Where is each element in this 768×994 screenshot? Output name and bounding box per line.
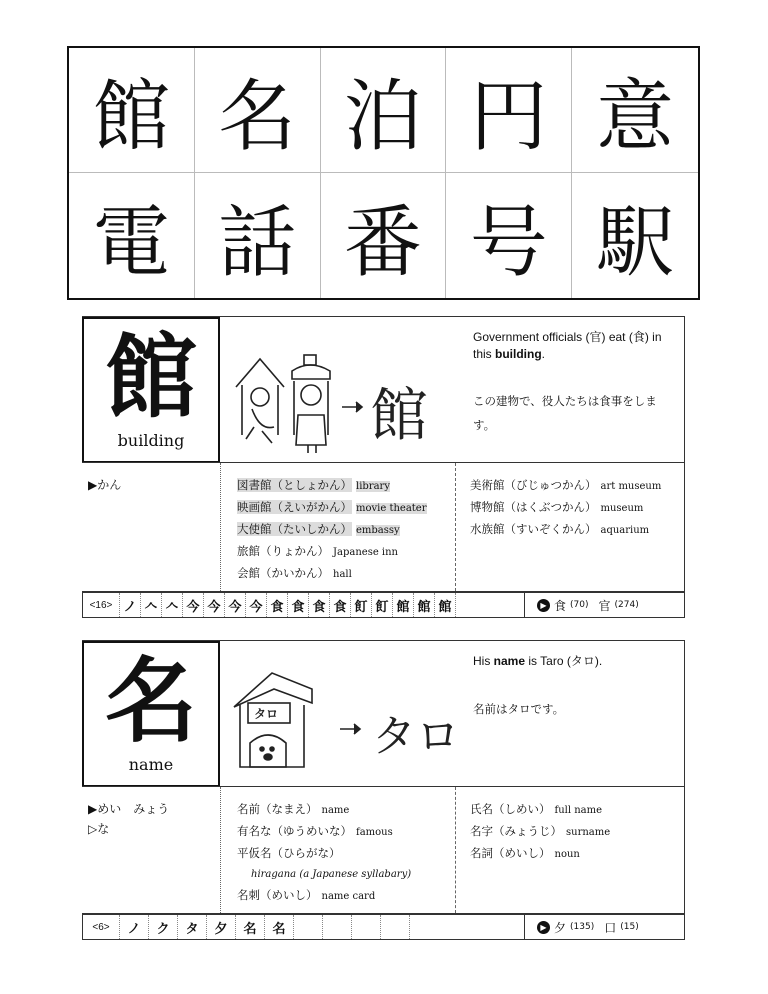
- mnemonic-english: [473, 329, 678, 363]
- stroke-step: 𠆢: [161, 593, 182, 617]
- reading: ▷な: [88, 822, 110, 836]
- vocab-item: 美術館（びじゅつかん） art museum: [470, 478, 662, 492]
- related-kanji-char: 官: [598, 598, 611, 613]
- reading: ▶めい みょう: [88, 802, 170, 816]
- kanji-box: [82, 317, 220, 463]
- vocab-list-left: [237, 475, 427, 585]
- practice-grid: [67, 46, 700, 300]
- vocab-item: 旅館（りょかん） Japanese inn: [237, 544, 398, 558]
- kanji-meaning: building: [117, 431, 185, 450]
- vocab-item: 名刺（めいし） name card: [237, 888, 376, 902]
- related-kanji-char: 口: [604, 920, 617, 935]
- stroke-order-row: [82, 592, 685, 618]
- vocab-item: 会館（かいかん） hall: [237, 566, 352, 580]
- mnemonic-illustration: [232, 659, 462, 777]
- grid-kanji: 意: [572, 48, 698, 173]
- mnemonic-english: [473, 653, 678, 670]
- stroke-step: 名: [264, 915, 293, 939]
- stroke-step: 夕: [206, 915, 235, 939]
- stroke-step: ノ: [119, 593, 140, 617]
- related-kanji-char: 夕: [554, 920, 567, 935]
- vocab-list-right: [470, 799, 610, 865]
- kanji-box: [82, 641, 220, 787]
- stroke-count: <16>: [89, 599, 113, 611]
- stroke-step: 館: [434, 593, 455, 617]
- related-kanji-number: (135): [570, 922, 595, 932]
- kanji-character: 名: [104, 647, 197, 755]
- stroke-step: 名: [235, 915, 264, 939]
- grid-kanji: 泊: [321, 48, 447, 173]
- mnemonic-chars: タロ: [372, 711, 460, 762]
- grid-kanji: 番: [321, 173, 447, 298]
- vocab-section: [82, 462, 685, 592]
- stroke-step: 飣: [350, 593, 371, 617]
- stroke-step: 今: [245, 593, 266, 617]
- stroke-step: 食: [266, 593, 287, 617]
- vocab-item: 名詞（めいし） noun: [470, 846, 580, 860]
- stroke-step: 食: [308, 593, 329, 617]
- stroke-step: タ: [177, 915, 206, 939]
- mnemonic-japanese: この建物で、役人たちは食事をします。: [473, 394, 657, 432]
- vocab-item: 大使館（たいしかん） embassy: [237, 522, 400, 536]
- vocab-item: 名字（みょうじ） surname: [470, 824, 611, 838]
- kanji-meaning: name: [128, 755, 174, 774]
- readings: [88, 475, 121, 495]
- mnemonic-keyword: building: [495, 347, 542, 361]
- vocab-item: 水族館（すいぞくかん） aquarium: [470, 522, 650, 536]
- related-kanji-char: 食: [554, 598, 567, 613]
- grid-kanji: 名: [195, 48, 321, 173]
- mnemonic-illustration: [232, 335, 462, 453]
- vocab-note: hiragana (a Japanese syllabary): [251, 869, 412, 880]
- mnemonic-japanese: 名前はタロです。: [473, 702, 565, 716]
- vocab-section: [82, 786, 685, 914]
- stroke-step: 食: [329, 593, 350, 617]
- related-kanji: [524, 593, 684, 617]
- stroke-step: ノ: [119, 915, 148, 939]
- stroke-step: 館: [413, 593, 434, 617]
- play-icon: ▶: [537, 921, 550, 934]
- card-header: [82, 640, 685, 786]
- kanji-card: [82, 640, 685, 943]
- house-sign: タロ: [254, 707, 279, 721]
- play-icon: ▶: [537, 599, 550, 612]
- vocab-list-right: [470, 475, 661, 541]
- stroke-count: <6>: [92, 921, 110, 933]
- stroke-step: 今: [203, 593, 224, 617]
- stroke-step: 館: [392, 593, 413, 617]
- stroke-step: 飣: [371, 593, 392, 617]
- related-kanji: [524, 915, 684, 939]
- vocab-item: 平仮名（ひらがな）: [237, 846, 341, 860]
- related-kanji-number: (15): [620, 922, 639, 932]
- vocab-item: 博物館（はくぶつかん） museum: [470, 500, 644, 514]
- vocab-item: 名前（なまえ） name: [237, 802, 350, 816]
- mnemonic-kanji: 館: [370, 381, 429, 449]
- stroke-step: 今: [182, 593, 203, 617]
- mnemonic-text: .: [541, 347, 546, 361]
- vocab-list-left: [237, 799, 411, 907]
- stroke-step: 𠆢: [140, 593, 161, 617]
- grid-kanji: 号: [446, 173, 572, 298]
- vocab-item: 映画館（えいがかん） movie theater: [237, 500, 427, 514]
- kanji-character: 館: [104, 323, 197, 431]
- mnemonic-text: Government officials (官) eat (食) in this: [473, 330, 662, 361]
- grid-kanji: 円: [446, 48, 572, 173]
- reading: ▶かん: [88, 478, 122, 492]
- stroke-order-row: [82, 914, 685, 940]
- related-kanji-number: (70): [570, 600, 589, 610]
- vocab-item: 有名な（ゆうめいな） famous: [237, 824, 393, 838]
- grid-kanji: 館: [69, 48, 195, 173]
- vocab-item: 図書館（としょかん） library: [237, 478, 390, 492]
- stroke-step: 食: [287, 593, 308, 617]
- grid-kanji: 話: [195, 173, 321, 298]
- stroke-step: 今: [224, 593, 245, 617]
- vocab-item: 氏名（しめい） full name: [470, 802, 603, 816]
- kanji-card: [82, 316, 685, 623]
- grid-kanji: 電: [69, 173, 195, 298]
- stroke-step: ク: [148, 915, 177, 939]
- card-header: [82, 316, 685, 462]
- mnemonic-text: His: [473, 654, 494, 668]
- mnemonic-text: is Taro (タロ).: [525, 654, 603, 668]
- readings: [88, 799, 169, 839]
- mnemonic-keyword: name: [493, 654, 526, 668]
- related-kanji-number: (274): [614, 600, 639, 610]
- grid-kanji: 駅: [596, 197, 675, 288]
